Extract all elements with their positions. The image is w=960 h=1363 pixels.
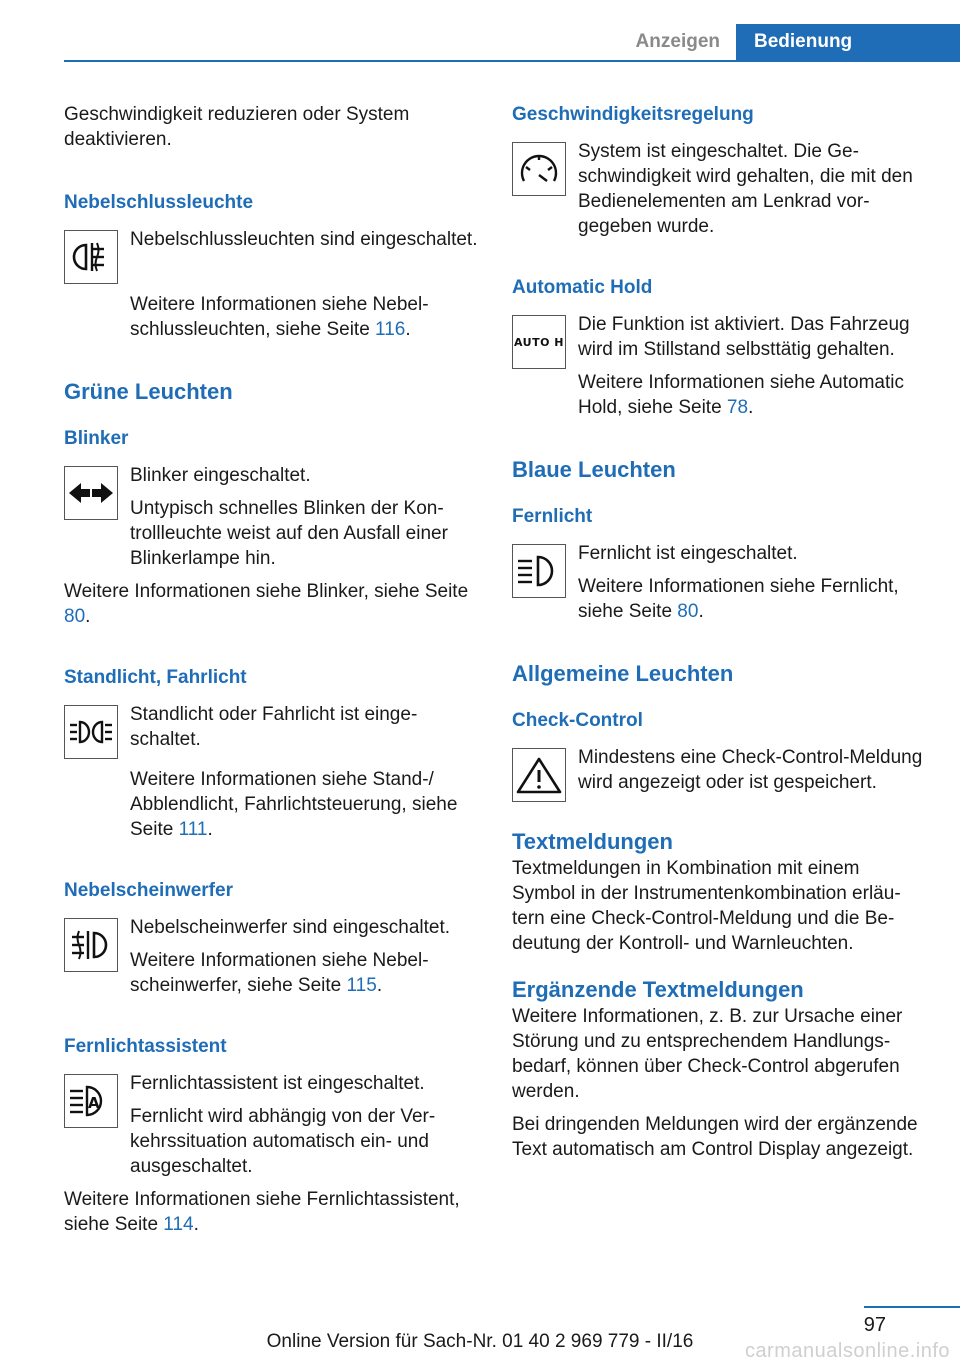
page-link-78[interactable]: 78 [726, 397, 749, 418]
high-beam-assistant-icon [64, 1074, 118, 1128]
heading-gruene-leuchten: Grüne Leuchten [64, 379, 233, 404]
auto-hold-icon [512, 315, 566, 369]
period: . [405, 319, 411, 340]
auto-hold-icon-label: AUTO H [514, 335, 564, 349]
page-link-80[interactable]: 80 [64, 606, 86, 627]
checkcontrol-text-1: Mindestens eine Check-Control-Meldung wird angezeigt oder ist gespeichert. [578, 747, 923, 793]
autohold-text-2-wrap [578, 370, 926, 420]
period: . [376, 975, 383, 996]
autohold-text-1: Die Funktion ist aktiviert. Das Fahrzeug wird im Stillstand selbsttätig gehalten. [578, 314, 910, 360]
front-fog-light-icon [64, 918, 118, 972]
heading-standlicht: Standlicht, Fahrlicht [64, 667, 247, 688]
blinker-text-2: Untypisch schnelles Blinken der Kontrollleuchte weist auf den Ausfall einer Blinkerlampe hin. [130, 498, 448, 569]
blinker-text-1: Blinker eingeschaltet. [130, 465, 311, 486]
page-link-111[interactable]: 111 [178, 819, 208, 840]
ergaenzende-text-2: Bei dringenden Meldungen wird der ergänzende Text automatisch am Control Display angezeigt. [512, 1114, 918, 1160]
rear-fog-light-icon [64, 230, 118, 284]
fernlicht-text-1: Fernlicht ist eingeschaltet. [578, 543, 798, 564]
period: . [698, 601, 704, 622]
fernassist-text-3-wrap [64, 1187, 478, 1237]
period: . [748, 397, 754, 418]
turn-signal-icon [64, 466, 118, 520]
standlicht-text-1: Standlicht oder Fahrlicht ist eingeschaltet. [130, 704, 418, 750]
footer-version-text: Online Version für Sach-Nr. 01 40 2 969 779 - II/16 [266, 1331, 694, 1352]
heading-blinker: Blinker [64, 428, 129, 449]
heading-allgemeine-leuchten: Allgemeine Leuchten [512, 661, 734, 686]
heading-textmeldungen: Textmeldungen [512, 829, 673, 854]
blinker-text-3-wrap [64, 579, 478, 629]
autohold-text-2: Weitere Informationen siehe Automatic Hold, siehe Seite [578, 372, 904, 418]
period: . [207, 819, 213, 840]
cruise-control-icon [512, 142, 566, 196]
blinker-text-3: Weitere Informationen siehe Blinker, siehe Seite [64, 581, 469, 602]
standlicht-text-2-wrap [64, 767, 478, 842]
standlicht-text-2: Weitere Informationen siehe Stand-/ Abblendlicht, Fahrlichtsteuerung, siehe Seite [130, 769, 458, 840]
intro-text: Geschwindigkeit reduzieren oder System deaktivieren. [64, 104, 410, 150]
nebelschluss-text-2-wrap [64, 292, 478, 342]
page-header [0, 0, 960, 62]
textmeldungen-text: Textmeldungen in Kombination mit einem Symbol in der Instrumentenkombination erläutern eine Check-Control-Meldung und die Bedeutung der Kontroll- und Warnleuchten. [512, 858, 901, 954]
heading-fernlicht: Fernlicht [512, 506, 593, 527]
footer-divider [864, 1306, 960, 1308]
header-divider [64, 60, 960, 62]
nebelschluss-text-1: Nebelschlussleuchten sind eingeschaltet. [130, 229, 478, 250]
page-number: 97 [863, 1314, 886, 1336]
left-column [64, 102, 478, 1237]
watermark: carmanualsonline.info [744, 1340, 950, 1362]
heading-nebelscheinwerfer: Nebelscheinwerfer [64, 880, 233, 901]
parking-light-icon [64, 705, 118, 759]
heading-geschwindigkeitsregelung: Geschwindigkeitsregelung [512, 104, 754, 125]
heading-nebelschlussleuchte: Nebelschlussleuchte [64, 192, 254, 213]
fernassist-text-2: Fernlicht wird abhängig von der Verkehrssituation automatisch ein- und ausgeschaltet. [130, 1106, 436, 1177]
period: . [85, 606, 91, 627]
page-link-116[interactable]: 116 [375, 319, 406, 340]
nebelschein-text-2-wrap [130, 948, 478, 998]
heading-automatic-hold: Automatic Hold [512, 277, 653, 298]
fernassist-text-1: Fernlichtassistent ist eingeschaltet. [130, 1073, 425, 1094]
fernlicht-text-2: Weitere Informationen siehe Fernlicht, siehe Seite [578, 576, 899, 622]
heading-ergaenzende-textmeldungen: Ergänzende Textmeldungen [512, 977, 804, 1002]
heading-fernlichtassistent: Fernlichtassistent [64, 1036, 227, 1057]
ergaenzende-text-1: Weitere Informationen, z. B. zur Ursache einer Störung und zu entsprechendem Handlungsbedarf, können über Check-Control abgerufen werden. [512, 1006, 903, 1102]
geschwindigkeit-text-1: System ist eingeschaltet. Die Geschwindigkeit wird gehalten, die mit den Bedienelementen am Lenkrad vorgegeben wurde. [578, 141, 913, 237]
period: . [193, 1214, 199, 1235]
fernassist-text-3: Weitere Informationen siehe Fernlichtassistent, siehe Seite [64, 1189, 460, 1235]
right-column [512, 102, 926, 1162]
page-link-115[interactable]: 115 [346, 975, 377, 996]
svg-text:A: A [88, 1094, 100, 1112]
tab-bedienung[interactable]: Bedienung [736, 24, 960, 62]
warning-triangle-icon [512, 748, 566, 802]
fernlicht-text-2-wrap [578, 574, 926, 624]
nebelschein-text-1: Nebelscheinwerfer sind eingeschaltet. [130, 917, 451, 938]
nebelschluss-text-2: Weitere Informationen siehe Nebelschlussleuchten, siehe Seite [130, 294, 429, 340]
page-link-114[interactable]: 114 [163, 1214, 194, 1235]
page-link-80-fernlicht[interactable]: 80 [677, 601, 699, 622]
high-beam-icon [512, 544, 566, 598]
nebelschein-text-2: Weitere Informationen siehe Nebelscheinwerfer, siehe Seite [130, 950, 429, 996]
tab-anzeigen[interactable]: Anzeigen [635, 31, 720, 52]
heading-check-control: Check-Control [512, 710, 643, 731]
heading-blaue-leuchten: Blaue Leuchten [512, 457, 676, 482]
